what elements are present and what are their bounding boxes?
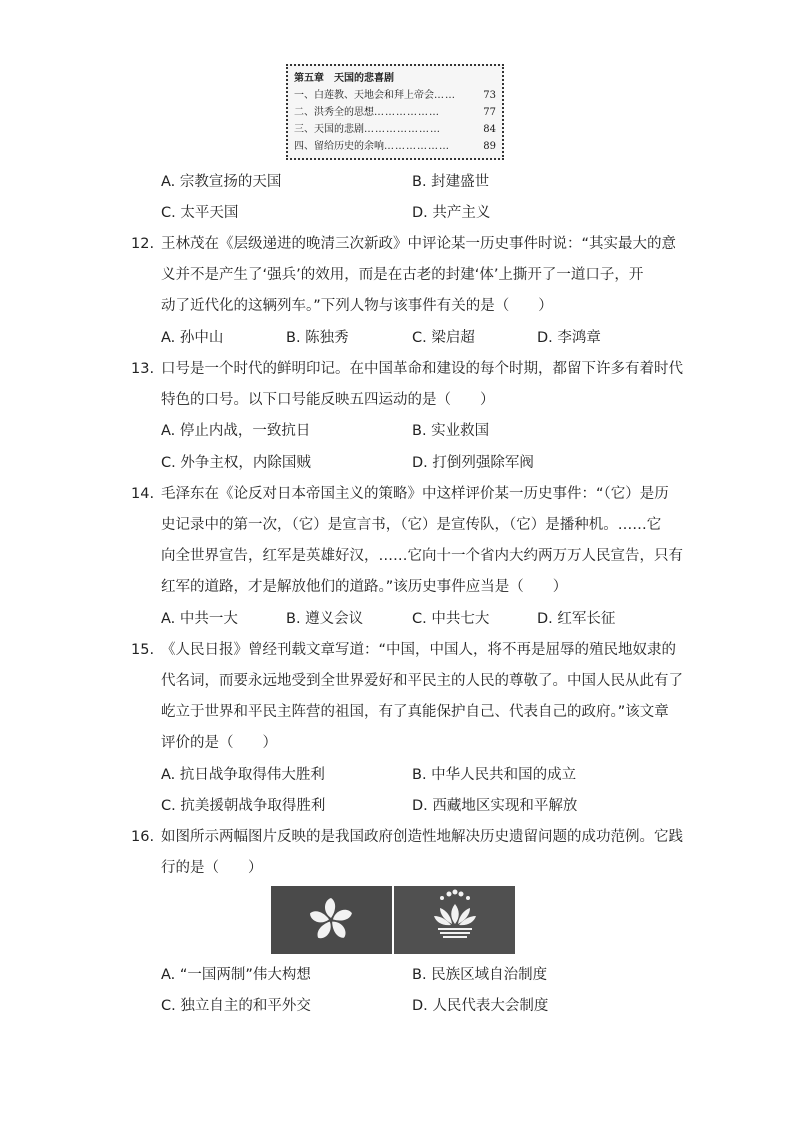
- q13-stem-line: 特色的口号。以下口号能反映五四运动的是（ ）: [161, 392, 495, 408]
- q14-stem-line: 毛泽东在《论反对日本帝国主义的策略》中这样评价某一历史事件：“（它）是历: [161, 486, 669, 502]
- q12-option-a: A. 孙中山: [161, 330, 224, 346]
- q11-option-c: C. 太平天国: [161, 205, 239, 221]
- toc-item: 四、留给历史的余响 ……………… 89: [294, 141, 496, 152]
- toc-item: 二、洪秀全的思想 ……………… 77: [294, 107, 496, 118]
- q15-stem-line: 《人民日报》曾经刊载文章写道：“中国，中国人，将不再是屈辱的殖民地奴隶的: [161, 642, 677, 658]
- q15-stem-line: 代名词，而要永远地受到全世界爱好和平民主的人民的尊敬了。中国人民从此有了: [161, 673, 683, 689]
- q11-option-a: A. 宗教宣扬的天国: [161, 174, 282, 190]
- q16-option-b: B. 民族区域自治制度: [412, 967, 548, 983]
- q15-number: 15.: [131, 642, 155, 658]
- bauhinia-flag-icon: [271, 886, 392, 954]
- q16-option-a: A. “一国两制”伟大构想: [161, 967, 311, 983]
- toc-chapter: 第五章 天国的悲喜剧: [294, 73, 394, 84]
- q12-option-d: D. 李鸿章: [537, 330, 601, 346]
- q16-stem-line: 行的是（ ）: [161, 860, 263, 876]
- q11-option-b: B. 封建盛世: [412, 174, 490, 190]
- q14-number: 14.: [131, 486, 155, 502]
- q15-option-b: B. 中华人民共和国的成立: [412, 767, 577, 783]
- toc-item: 三、天国的悲剧 ………………… 84: [294, 124, 496, 135]
- q16-option-c: C. 独立自主的和平外交: [161, 998, 311, 1014]
- q15-option-a: A. 抗日战争取得伟大胜利: [161, 767, 325, 783]
- q14-option-a: A. 中共一大: [161, 611, 238, 627]
- q13-option-d: D. 打倒列强除军阀: [412, 455, 534, 471]
- toc-item: 一、白莲教、天地会和拜上帝会 …… 73: [294, 90, 496, 101]
- q15-stem-line: 评价的是（ ）: [161, 735, 277, 751]
- lotus-flag-icon: [394, 886, 515, 954]
- q13-option-a: A. 停止内战，一致抗日: [161, 423, 311, 439]
- q12-number: 12.: [131, 236, 155, 252]
- q13-stem-line: 口号是一个时代的鲜明印记。在中国革命和建设的每个时期，都留下许多有着时代: [161, 361, 683, 377]
- lotus-flag-icon: [394, 886, 515, 954]
- q12-option-c: C. 梁启超: [412, 330, 475, 346]
- q14-stem-line: 红军的道路，才是解放他们的道路。”该历史事件应当是（ ）: [161, 579, 568, 595]
- q14-option-b: B. 遵义会议: [286, 611, 364, 627]
- q14-option-d: D. 红军长征: [537, 611, 616, 627]
- q12-option-b: B. 陈独秀: [286, 330, 349, 346]
- q16-number: 16.: [131, 829, 155, 845]
- q16-stem-line: 如图所示两幅图片反映的是我国政府创造性地解决历史遗留问题的成功范例。它践: [161, 829, 683, 845]
- q13-option-c: C. 外争主权，内除国贼: [161, 455, 311, 471]
- q16-option-d: D. 人民代表大会制度: [412, 998, 549, 1014]
- q13-number: 13.: [131, 361, 155, 377]
- q12-stem-line: 义并不是产生了‘强兵’的效用，而是在古老的封建‘体’上撕开了一道口子，开: [161, 267, 644, 283]
- q15-option-d: D. 西藏地区实现和平解放: [412, 798, 578, 814]
- q12-stem-line: 王林茂在《层级递进的晚清三次新政》中评论某一历史事件时说：“其实最大的意: [161, 236, 677, 252]
- flag-images: [271, 886, 519, 954]
- toc-image: [286, 64, 504, 160]
- q12-stem-line: 动了近代化的这辆列车。”下列人物与该事件有关的是（ ）: [161, 298, 553, 314]
- q14-stem-line: 史记录中的第一次，（它）是宣言书，（它）是宣传队，（它）是播种机。……它: [161, 517, 662, 533]
- q14-option-c: C. 中共七大: [412, 611, 490, 627]
- q15-option-c: C. 抗美援朝战争取得胜利: [161, 798, 326, 814]
- q14-stem-line: 向全世界宣告，红军是英雄好汉，……它向十一个省内大约两万万人民宣告，只有: [161, 548, 683, 564]
- q15-stem-line: 屹立于世界和平民主阵营的祖国，有了真能保护自己、代表自己的政府。”该文章: [161, 704, 669, 720]
- q11-option-d: D. 共产主义: [412, 205, 491, 221]
- bauhinia-flag-icon: [271, 886, 392, 954]
- q13-option-b: B. 实业救国: [412, 423, 490, 439]
